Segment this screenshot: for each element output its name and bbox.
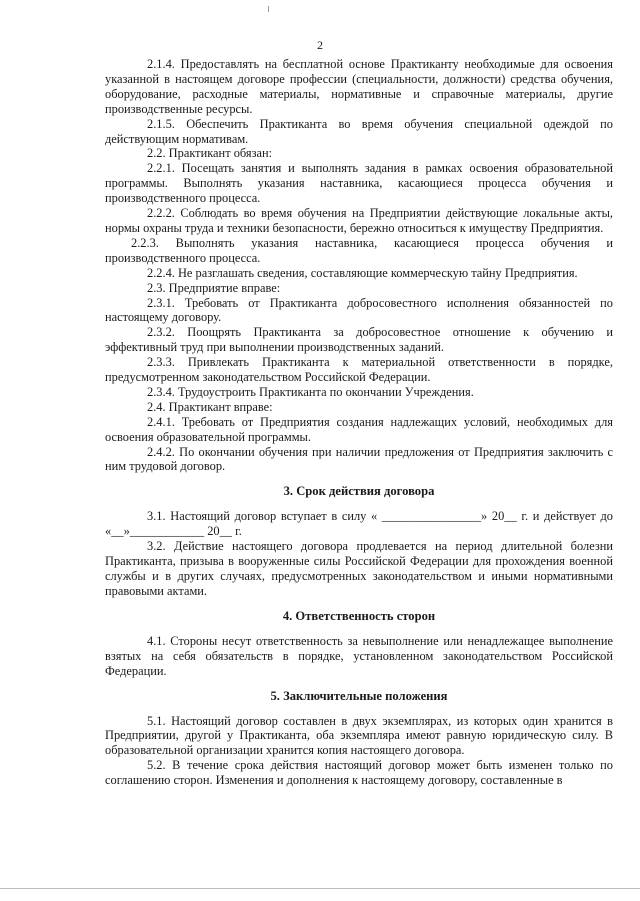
spacer — [105, 499, 613, 509]
clause-5-2: 5.2. В течение срока действия настоящий договор может быть изменен только по соглашению сторон. Изменения и дополнения к настоящему договору, составленные в — [105, 758, 613, 788]
clause-2-2-3: 2.2.3. Выполнять указания наставника, касающиеся процесса обучения и производственного процесса. — [105, 235, 613, 265]
clause-2-2-2: 2.2.2. Соблюдать во время обучения на Предприятии действующие локальные акты, нормы охраны труда и техники безопасности, бережно относиться к имуществу Предприятия. — [105, 206, 613, 235]
section-3-heading: 3. Срок действия договора — [283, 484, 435, 499]
section-4-heading: 4. Ответственность сторон — [282, 608, 436, 623]
spacer — [105, 599, 613, 609]
spacer — [105, 679, 613, 689]
spacer — [105, 474, 613, 484]
spacer — [105, 624, 613, 634]
clause-2-4: 2.4. Практикант вправе: — [147, 399, 273, 414]
clause-2-2: 2.2. Практикант обязан: — [147, 146, 273, 161]
clause-2-1-5: 2.1.5. Обеспечить Практиканта во время обучения специальной одеждой по действующим нормативам. — [105, 116, 613, 146]
clause-4-1: 4.1. Стороны несут ответственность за невыполнение или ненадлежащее выполнение взятых на себя обязательств в порядке, установленном законодательством Российской Федерации. — [105, 633, 613, 678]
scan-mark — [268, 6, 269, 12]
clause-2-3-3: 2.3.3. Привлекать Практиканта к материальной ответственности в порядке, предусмотренном законодательством Российской Федерации. — [105, 355, 613, 385]
clause-5-1: 5.1. Настоящий договор составлен в двух экземплярах, из которых один хранится в Предприятии, другой у Практиканта, оба экземпляра имеют равную юридическую силу. В образовательной организации хранится копия настоящего договора. — [105, 713, 613, 758]
clause-2-2-4: 2.2.4. Не разглашать сведения, составляющие коммерческую тайну Предприятия. — [147, 265, 578, 280]
clause-2-1-4: 2.1.4. Предоставлять на бесплатной основе Практиканту необходимые для освоения указанной в настоящем договоре профессии (специальности, должности) средства обучения, оборудование, расходные материалы, нормативные и справочные материалы, другие производственные ресурсы. — [105, 57, 613, 116]
page-number: 2 — [317, 38, 323, 52]
clause-2-3-2: 2.3.2. Поощрять Практиканта за добросовестное отношение к обучению и эффективный труд при выполнении производственных заданий. — [105, 325, 613, 355]
clause-2-4-2: 2.4.2. По окончании обучения при наличии предложения от Предприятия заключить с ним трудовой договор. — [105, 444, 613, 474]
clause-3-1: 3.1. Настоящий договор вступает в силу « ________________» 20__ г. и действует до «__»____________ 20__ г. — [105, 509, 613, 539]
clause-2-3-4: 2.3.4. Трудоустроить Практиканта по окончании Учреждения. — [147, 384, 474, 399]
clause-2-3-1: 2.3.1. Требовать от Практиканта добросовестного исполнения обязанностей по настоящему договору. — [105, 295, 613, 325]
clause-2-2-1: 2.2.1. Посещать занятия и выполнять задания в рамках освоения образовательной программы. Выполнять указания наставника, касающиеся процесса обучения и производственного процесса. — [105, 161, 613, 206]
spacer — [105, 704, 613, 714]
clause-3-2: 3.2. Действие настоящего договора продлевается на период длительной болезни Практиканта, призыва в вооруженные силы Российской Федерации для прохождения военной службы и в других случаях, предусмотренных законодательством и иными нормативными правовыми актами. — [105, 539, 613, 598]
clause-2-4-1: 2.4.1. Требовать от Предприятия создания надлежащих условий, необходимых для освоения образовательной программы. — [105, 414, 613, 444]
section-5-heading: 5. Заключительные положения — [270, 688, 448, 703]
document-body — [105, 57, 613, 788]
scan-edge-line — [0, 888, 640, 889]
clause-2-3: 2.3. Предприятие вправе: — [147, 280, 281, 295]
